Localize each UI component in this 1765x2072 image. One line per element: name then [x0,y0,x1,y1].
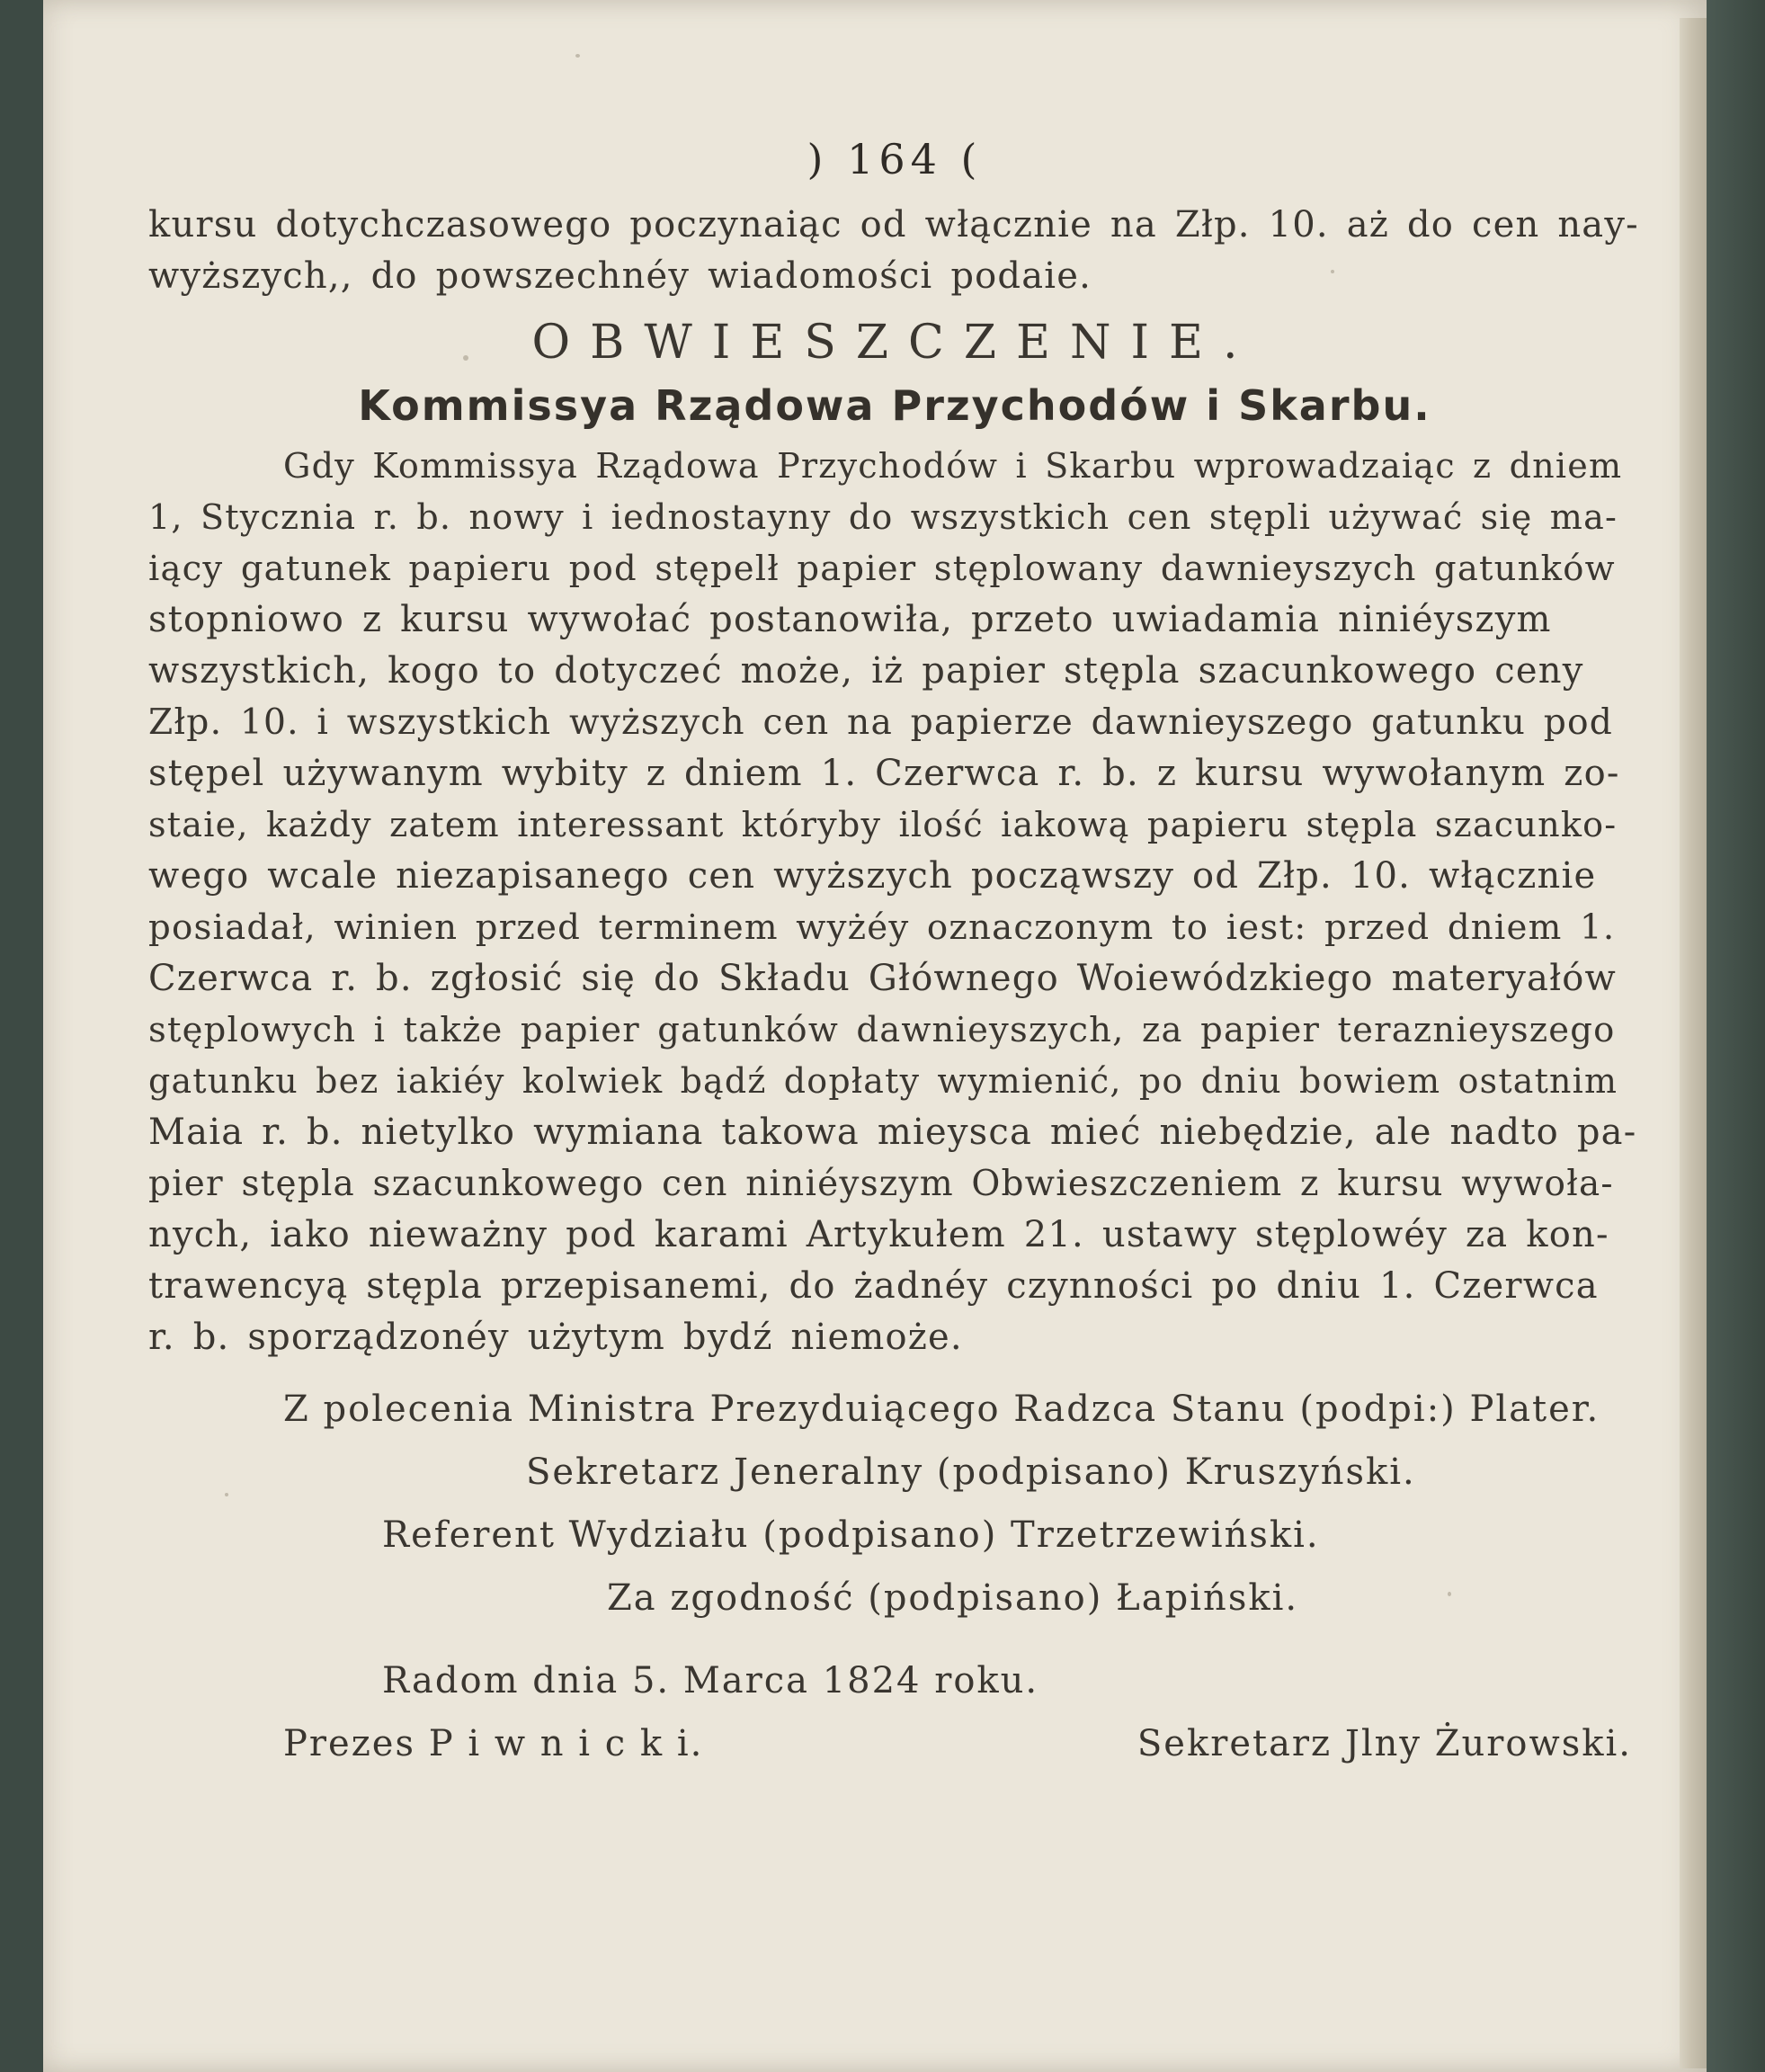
text-line: stępel używanym wybity z dniem 1. Czerwca r. b. z kursu wywołanym zo- [148,753,1620,794]
footer-signatures [148,1712,1641,1775]
text-line: pier stępla szacunkowego cen niniéyszym Obwieszczeniem z kursu wywoła- [148,1164,1614,1204]
secretary-signature: Sekretarz Jlny Żurowski. [1137,1723,1632,1764]
president-signature: Prezes P i w n i c k i. [283,1723,704,1764]
text-line: trawencyą stępla przepisanemi, do żadnéy czynności po dniu 1. Czerwca [148,1265,1599,1307]
text-line: wszystkich, kogo to dotyczeć może, iż papier stępla szacunkowego ceny [148,650,1584,692]
page-text [148,135,1641,1775]
text-line: stopniowo z kursu wywołać postanowiła, przeto uwiadamia niniéyszym [148,599,1552,640]
text-line: wego wcale niezapisanego cen wyższych począwszy od Złp. 10. włącznie [148,855,1597,897]
text-line: nych, iako nieważny pod karami Artykułem 21. ustawy stęplowéy za kon- [148,1214,1609,1255]
page-number: ) 164 ( [807,135,983,183]
text-line: Złp. 10. i wszystkich wyższych cen na papierze dawnieyszego gatunku pod [148,702,1614,743]
text-line: Gdy Kommissya Rządowa Przychodów i Skarbu wprowadzaiąc z dniem [283,446,1623,486]
signature-line: Referent Wydziału (podpisano) Trzetrzewiński. [382,1514,1320,1556]
signature-line: Za zgodność (podpisano) Łapiński. [607,1577,1299,1619]
signature-line: Sekretarz Jeneralny (podpisano) Kruszyński. [526,1451,1416,1493]
text-line: wyższych,, do powszechnéy wiadomości podaie. [148,255,1092,297]
text-line: kursu dotychczasowego poczynaiąc od włącznie na Złp. 10. aż do cen nay- [148,204,1639,246]
text-line: r. b. sporządzonéy użytym bydź niemoże. [148,1317,963,1358]
text-line: posiadał, winien przed terminem wyżéy oznaczonym to iest: przed dniem 1. [148,907,1616,948]
text-line: gatunku bez iakiéy kolwiek bądź dopłaty wymienić, po dniu bowiem ostatnim [148,1061,1618,1101]
document-subtitle: Kommissya Rządowa Przychodów i Skarbu. [358,381,1431,430]
text-line: iący gatunek papieru pod stępelł papier stęplowany dawnieyszych gatunków [148,549,1616,589]
text-line: 1, Stycznia r. b. nowy i iednostayny do wszystkich cen stępli używać się ma- [148,497,1618,537]
text-line: staie, każdy zatem interessant któryby ilość iakową papieru stępla szacunko- [148,805,1618,844]
paper-speck [575,54,580,58]
text-line: Maia r. b. nietylko wymiana takowa mieysca mieć niebędzie, ale nadto pa- [148,1112,1637,1153]
book-cover-edge [1707,0,1765,2072]
date-line: Radom dnia 5. Marca 1824 roku. [382,1660,1039,1701]
document-title: OBWIESZCZENIE. [531,316,1258,370]
text-line: stęplowych i także papier gatunków dawnieyszych, za papier teraznieyszego [148,1010,1616,1050]
page-edge [1680,18,1707,2068]
text-line: Czerwca r. b. zgłosić się do Składu Głównego Woiewódzkiego materyałów [148,958,1617,999]
signature-line: Z polecenia Ministra Prezyduiącego Radzca Stanu (podpi:) Plater. [283,1389,1600,1430]
